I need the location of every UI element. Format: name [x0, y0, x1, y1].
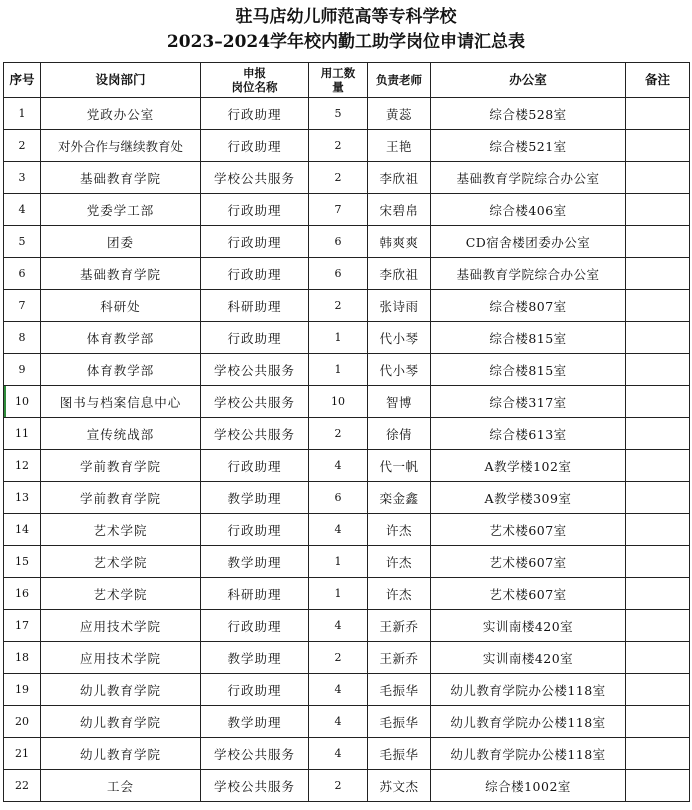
cell-remark[interactable] — [626, 258, 690, 290]
cell-position[interactable]: 行政助理 — [201, 130, 309, 162]
table-row — [4, 226, 690, 258]
cell-office[interactable]: 幼儿教育学院办公楼118室 — [431, 738, 626, 770]
cell-dept[interactable]: 团委 — [41, 226, 201, 258]
table-row — [4, 770, 690, 802]
header-teacher[interactable]: 负责老师 — [368, 63, 431, 98]
cell-no[interactable]: 14 — [4, 514, 41, 546]
table-row — [4, 642, 690, 674]
cell-remark[interactable] — [626, 482, 690, 514]
cell-no[interactable]: 9 — [4, 354, 41, 386]
cell-office[interactable]: A教学楼102室 — [431, 450, 626, 482]
cell-no[interactable]: 7 — [4, 290, 41, 322]
document-subtitle: 2023–2024学年校内勤工助学岗位申请汇总表 — [166, 32, 526, 52]
cell-position[interactable]: 行政助理 — [201, 514, 309, 546]
cell-remark[interactable] — [626, 546, 690, 578]
cell-dept[interactable]: 学前教育学院 — [41, 450, 201, 482]
header-dept[interactable]: 设岗部门 — [41, 63, 201, 98]
cell-count[interactable]: 2 — [309, 290, 368, 322]
cell-no[interactable]: 16 — [4, 578, 41, 610]
cell-dept[interactable]: 艺术学院 — [41, 546, 201, 578]
cell-office[interactable]: 综合楼613室 — [431, 418, 626, 450]
cell-remark[interactable] — [626, 450, 690, 482]
cell-count[interactable]: 1 — [309, 354, 368, 386]
header-no[interactable]: 序号 — [4, 63, 41, 98]
table-row — [4, 610, 690, 642]
cell-remark[interactable] — [626, 418, 690, 450]
cell-teacher[interactable]: 许杰 — [368, 546, 431, 578]
cell-no[interactable]: 15 — [4, 546, 41, 578]
cell-dept[interactable]: 艺术学院 — [41, 578, 201, 610]
cell-remark[interactable] — [626, 354, 690, 386]
cell-count[interactable]: 2 — [309, 418, 368, 450]
cell-teacher[interactable]: 许杰 — [368, 578, 431, 610]
cell-no[interactable]: 20 — [4, 706, 41, 738]
cell-count[interactable]: 4 — [309, 514, 368, 546]
cell-teacher[interactable]: 代小琴 — [368, 354, 431, 386]
cell-dept[interactable]: 幼儿教育学院 — [41, 706, 201, 738]
table-row — [4, 674, 690, 706]
header-position[interactable] — [201, 63, 309, 98]
cell-count[interactable]: 6 — [309, 482, 368, 514]
cell-teacher[interactable]: 毛振华 — [368, 706, 431, 738]
cell-remark[interactable] — [626, 642, 690, 674]
cell-office[interactable]: 综合楼521室 — [431, 130, 626, 162]
table-row — [4, 450, 690, 482]
cell-teacher[interactable]: 代一帆 — [368, 450, 431, 482]
cell-dept[interactable]: 应用技术学院 — [41, 642, 201, 674]
cell-dept[interactable]: 图书与档案信息中心 — [41, 386, 201, 418]
cell-office[interactable]: 艺术楼607室 — [431, 514, 626, 546]
cell-count[interactable]: 2 — [309, 130, 368, 162]
cell-remark[interactable] — [626, 610, 690, 642]
cell-count[interactable]: 2 — [309, 642, 368, 674]
table-row — [4, 386, 690, 418]
table-row — [4, 546, 690, 578]
cell-count[interactable]: 4 — [309, 674, 368, 706]
cell-count[interactable]: 2 — [309, 770, 368, 802]
cell-teacher[interactable]: 王新乔 — [368, 610, 431, 642]
cell-no[interactable]: 11 — [4, 418, 41, 450]
cell-no[interactable]: 10 — [4, 386, 41, 418]
cell-position[interactable]: 行政助理 — [201, 674, 309, 706]
cell-remark[interactable] — [626, 770, 690, 802]
table-row — [4, 514, 690, 546]
cell-position[interactable]: 科研助理 — [201, 290, 309, 322]
header-count-line1: 用工数 — [320, 66, 356, 80]
table-row — [4, 706, 690, 738]
cell-remark[interactable] — [626, 162, 690, 194]
cell-count[interactable]: 4 — [309, 450, 368, 482]
cell-dept[interactable]: 体育教学部 — [41, 354, 201, 386]
table-row — [4, 354, 690, 386]
cell-office[interactable]: 幼儿教育学院办公楼118室 — [431, 674, 626, 706]
cell-count[interactable]: 1 — [309, 546, 368, 578]
table-row — [4, 290, 690, 322]
cell-teacher[interactable]: 张诗雨 — [368, 290, 431, 322]
cell-dept[interactable]: 党政办公室 — [41, 98, 201, 130]
cell-dept[interactable]: 基础教育学院 — [41, 162, 201, 194]
cell-office[interactable]: 实训南楼420室 — [431, 610, 626, 642]
cell-no[interactable]: 5 — [4, 226, 41, 258]
application-summary-table — [3, 62, 690, 802]
cell-office[interactable]: 综合楼1002室 — [431, 770, 626, 802]
cell-no[interactable]: 4 — [4, 194, 41, 226]
table-row — [4, 98, 690, 130]
cell-dept[interactable]: 基础教育学院 — [41, 258, 201, 290]
cell-office[interactable]: 综合楼815室 — [431, 322, 626, 354]
cell-position[interactable]: 教学助理 — [201, 706, 309, 738]
cell-dept[interactable]: 幼儿教育学院 — [41, 738, 201, 770]
cell-dept[interactable]: 科研处 — [41, 290, 201, 322]
cell-position[interactable]: 行政助理 — [201, 194, 309, 226]
cell-no[interactable]: 19 — [4, 674, 41, 706]
cell-count[interactable]: 4 — [309, 610, 368, 642]
cell-office[interactable]: 综合楼528室 — [431, 98, 626, 130]
cell-remark[interactable] — [626, 226, 690, 258]
cell-position[interactable]: 学校公共服务 — [201, 738, 309, 770]
cell-office[interactable]: 艺术楼607室 — [431, 578, 626, 610]
cell-no[interactable]: 17 — [4, 610, 41, 642]
cell-no[interactable]: 21 — [4, 738, 41, 770]
cell-no[interactable]: 22 — [4, 770, 41, 802]
cell-position[interactable]: 教学助理 — [201, 482, 309, 514]
cell-office[interactable]: 基础教育学院综合办公室 — [431, 258, 626, 290]
table-row — [4, 130, 690, 162]
cell-no[interactable]: 13 — [4, 482, 41, 514]
cell-office[interactable]: 艺术楼607室 — [431, 546, 626, 578]
cell-dept[interactable]: 宣传统战部 — [41, 418, 201, 450]
cell-teacher[interactable]: 韩爽爽 — [368, 226, 431, 258]
cell-office[interactable]: 综合楼807室 — [431, 290, 626, 322]
cell-no[interactable]: 12 — [4, 450, 41, 482]
cell-position[interactable]: 教学助理 — [201, 546, 309, 578]
cell-position[interactable]: 行政助理 — [201, 322, 309, 354]
cell-count[interactable]: 5 — [309, 98, 368, 130]
cell-remark[interactable] — [626, 674, 690, 706]
table-header-row — [4, 63, 690, 98]
header-position-line1: 申报 — [243, 66, 266, 80]
cell-teacher[interactable]: 毛振华 — [368, 738, 431, 770]
cell-position[interactable]: 行政助理 — [201, 610, 309, 642]
cell-office[interactable]: 实训南楼420室 — [431, 642, 626, 674]
cell-position[interactable]: 行政助理 — [201, 450, 309, 482]
cell-count[interactable]: 7 — [309, 194, 368, 226]
cell-teacher[interactable]: 徐倩 — [368, 418, 431, 450]
cell-dept[interactable]: 学前教育学院 — [41, 482, 201, 514]
cell-teacher[interactable]: 李欣祖 — [368, 258, 431, 290]
cell-position[interactable]: 行政助理 — [201, 258, 309, 290]
cell-position[interactable]: 行政助理 — [201, 98, 309, 130]
cell-count[interactable]: 10 — [309, 386, 368, 418]
cell-dept[interactable]: 工会 — [41, 770, 201, 802]
cell-teacher[interactable]: 王新乔 — [368, 642, 431, 674]
header-count[interactable] — [309, 63, 368, 98]
cell-remark[interactable] — [626, 130, 690, 162]
cell-count[interactable]: 1 — [309, 578, 368, 610]
cell-remark[interactable] — [626, 514, 690, 546]
table-row — [4, 194, 690, 226]
header-count-line2: 量 — [332, 80, 344, 94]
cell-office[interactable]: 幼儿教育学院办公楼118室 — [431, 706, 626, 738]
cell-position[interactable]: 科研助理 — [201, 578, 309, 610]
cell-count[interactable]: 6 — [309, 226, 368, 258]
cell-position[interactable]: 学校公共服务 — [201, 162, 309, 194]
cell-office[interactable]: 综合楼317室 — [431, 386, 626, 418]
cell-no[interactable]: 1 — [4, 98, 41, 130]
cell-teacher[interactable]: 许杰 — [368, 514, 431, 546]
header-office[interactable]: 办公室 — [431, 63, 626, 98]
cell-count[interactable]: 1 — [309, 322, 368, 354]
table-row — [4, 482, 690, 514]
cell-no[interactable]: 6 — [4, 258, 41, 290]
cell-position[interactable]: 学校公共服务 — [201, 354, 309, 386]
cell-position[interactable]: 教学助理 — [201, 642, 309, 674]
cell-no[interactable]: 18 — [4, 642, 41, 674]
cell-position[interactable]: 学校公共服务 — [201, 386, 309, 418]
cell-dept[interactable]: 对外合作与继续教育处 — [41, 130, 201, 162]
cell-position[interactable]: 学校公共服务 — [201, 770, 309, 802]
cell-remark[interactable] — [626, 194, 690, 226]
cell-office[interactable]: 基础教育学院综合办公室 — [431, 162, 626, 194]
cell-dept[interactable]: 幼儿教育学院 — [41, 674, 201, 706]
cell-teacher[interactable]: 苏文杰 — [368, 770, 431, 802]
header-position-line2: 岗位名称 — [231, 80, 278, 94]
cell-remark[interactable] — [626, 386, 690, 418]
document-title: 驻马店幼儿师范高等专科学校 — [235, 7, 457, 27]
cell-count[interactable]: 4 — [309, 706, 368, 738]
cell-office[interactable]: CD宿舍楼团委办公室 — [431, 226, 626, 258]
table-row — [4, 322, 690, 354]
cell-remark[interactable] — [626, 578, 690, 610]
cell-teacher[interactable]: 王艳 — [368, 130, 431, 162]
cell-dept[interactable]: 艺术学院 — [41, 514, 201, 546]
cell-teacher[interactable]: 代小琴 — [368, 322, 431, 354]
table-row — [4, 162, 690, 194]
cell-office[interactable]: 综合楼406室 — [431, 194, 626, 226]
cell-count[interactable]: 4 — [309, 738, 368, 770]
cell-office[interactable]: A教学楼309室 — [431, 482, 626, 514]
table-row — [4, 258, 690, 290]
cell-teacher[interactable]: 智博 — [368, 386, 431, 418]
cell-teacher[interactable]: 宋碧帛 — [368, 194, 431, 226]
cell-remark[interactable] — [626, 290, 690, 322]
cell-no[interactable]: 8 — [4, 322, 41, 354]
table-row — [4, 418, 690, 450]
cell-remark[interactable] — [626, 98, 690, 130]
cell-dept[interactable]: 党委学工部 — [41, 194, 201, 226]
cell-teacher[interactable]: 李欣祖 — [368, 162, 431, 194]
cell-dept[interactable]: 体育教学部 — [41, 322, 201, 354]
cell-position[interactable]: 学校公共服务 — [201, 418, 309, 450]
cell-remark[interactable] — [626, 706, 690, 738]
cell-remark[interactable] — [626, 322, 690, 354]
cell-remark[interactable] — [626, 738, 690, 770]
cell-position[interactable]: 行政助理 — [201, 226, 309, 258]
cell-count[interactable]: 2 — [309, 162, 368, 194]
cell-dept[interactable]: 应用技术学院 — [41, 610, 201, 642]
cell-teacher[interactable]: 栾金鑫 — [368, 482, 431, 514]
cell-count[interactable]: 6 — [309, 258, 368, 290]
cell-no[interactable]: 3 — [4, 162, 41, 194]
table-row — [4, 578, 690, 610]
cell-teacher[interactable]: 黄蕊 — [368, 98, 431, 130]
cell-no[interactable]: 2 — [4, 130, 41, 162]
cell-office[interactable]: 综合楼815室 — [431, 354, 626, 386]
header-remark[interactable]: 备注 — [626, 63, 690, 98]
cell-teacher[interactable]: 毛振华 — [368, 674, 431, 706]
table-row — [4, 738, 690, 770]
